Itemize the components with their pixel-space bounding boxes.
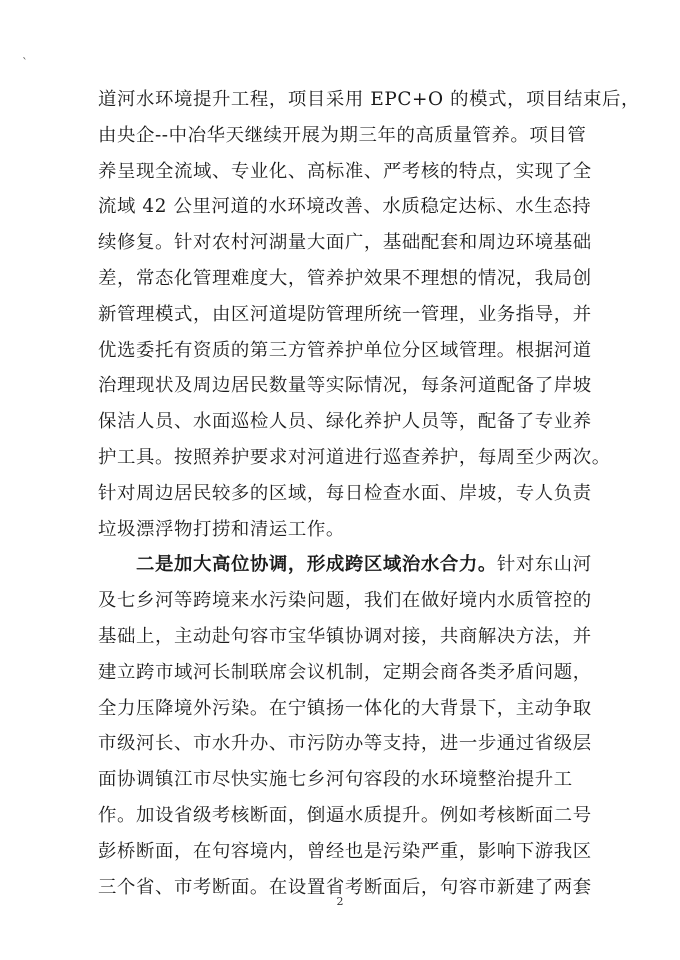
body-text	[98, 82, 641, 905]
text-line: 养呈现全流域、专业化、高标准、严考核的特点，实现了全	[98, 160, 592, 182]
text-line: 垃圾漂浮物打捞和清运工作。	[98, 518, 345, 540]
text-line: 三个省、市考断面。在设置省考断面后，句容市新建了两套	[98, 876, 592, 898]
text-line: 市级河长、市水升办、市污防办等支持，进一步通过省级层	[98, 733, 592, 755]
text-line: 全力压降境外污染。在宁镇扬一体化的大背景下，主动争取	[98, 697, 592, 719]
text-line: 护工具。按照养护要求对河道进行巡查养护，每周至少两次。	[98, 446, 611, 468]
text-line: 及七乡河等跨境来水污染问题，我们在做好境内水质管控的	[98, 590, 592, 612]
text-line: 作。加设省级考核断面，倒逼水质提升。例如考核断面二号	[98, 804, 592, 826]
text-line: 由央企--中冶华天继续开展为期三年的高质量管养。项目管	[98, 124, 587, 146]
text-line: 治理现状及周边居民数量等实际情况，每条河道配备了岸坡	[98, 375, 592, 397]
text-line: 续修复。针对农村河湖量大面广，基础配套和周边环境基础	[98, 232, 592, 254]
text-line: 针对周边居民较多的区域，每日检查水面、岸坡，专人负责	[98, 482, 592, 504]
text-line: 基础上，主动赴句容市宝华镇协调对接，共商解决方法，并	[98, 625, 592, 647]
text-line: 建立跨市域河长制联席会议机制，定期会商各类矛盾问题，	[98, 661, 592, 683]
section-lead-rest: 针对东山河	[496, 554, 592, 576]
section-heading: 二是加大高位协调，形成跨区域治水合力。	[136, 554, 497, 576]
text-line: 保洁人员、水面巡检人员、绿化养护人员等，配备了专业养	[98, 411, 592, 433]
text-line: 面协调镇江市尽快实施七乡河句容段的水环境整治提升工	[98, 769, 573, 791]
text-line: 优选委托有资质的第三方管养护单位分区域管理。根据河道	[98, 339, 592, 361]
text-line: 流域 42 公里河道的水环境改善、水质稳定达标、水生态持	[98, 196, 592, 218]
page-number: 2	[336, 895, 344, 908]
text-line: 彭桥断面，在句容境内，曾经也是污染严重，影响下游我区	[98, 840, 592, 862]
text-line: 新管理模式，由区河道堤防管理所统一管理，业务指导，并	[98, 303, 592, 325]
text-line: 差，常态化管理难度大，管养护效果不理想的情况，我局创	[98, 267, 592, 289]
text-line: 道河水环境提升工程，项目采用 EPC+O 的模式，项目结束后，	[98, 89, 641, 110]
scan-mark: `	[22, 56, 28, 70]
section-lead-line	[98, 547, 598, 583]
